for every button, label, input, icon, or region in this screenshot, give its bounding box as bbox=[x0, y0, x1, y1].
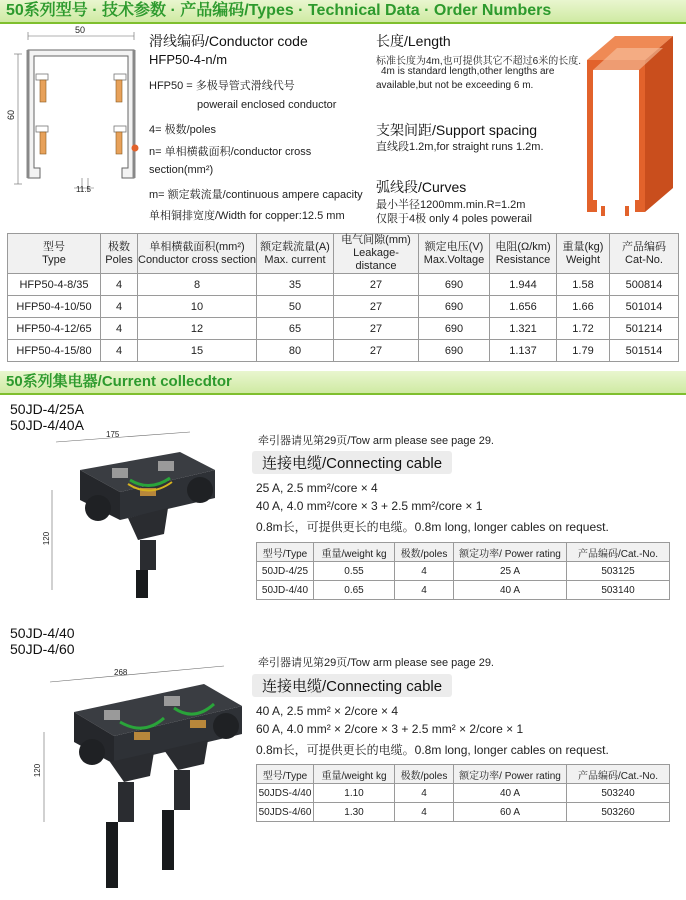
collector1-model-2: 50JD-4/40A bbox=[10, 417, 84, 433]
spec-header-cell: 电气间隙(mm) Leakage-distance bbox=[334, 234, 419, 274]
table-cell: 4 bbox=[395, 784, 454, 803]
table-cell: 50JD-4/25 bbox=[257, 562, 314, 581]
table-cell: 501214 bbox=[610, 318, 679, 340]
table-cell: 0.65 bbox=[314, 581, 395, 600]
table-cell: 500814 bbox=[610, 274, 679, 296]
table-header-cell: 极数/poles bbox=[395, 543, 454, 562]
table-cell: 1.10 bbox=[314, 784, 395, 803]
table-cell: 4 bbox=[101, 296, 138, 318]
table-row bbox=[8, 318, 679, 340]
table-cell: 0.55 bbox=[314, 562, 395, 581]
spec-header-cell: 电阻(Ω/km) Resistance bbox=[490, 234, 557, 274]
spec-header-cell: 单相横截面积(mm²) Conductor cross section bbox=[138, 234, 257, 274]
table-cell: HFP50-4-15/80 bbox=[8, 340, 101, 362]
table-cell: 10 bbox=[138, 296, 257, 318]
collector2-model-2: 50JD-4/60 bbox=[10, 641, 75, 657]
profile-drawing bbox=[4, 25, 144, 198]
length-title: 长度/Length bbox=[376, 33, 451, 49]
table-cell: 4 bbox=[395, 562, 454, 581]
table-cell: HFP50-4-8/35 bbox=[8, 274, 101, 296]
code-line-2: powerail enclosed conductor bbox=[197, 99, 337, 111]
code-line-4: n= 单相横截面积/conductor cross bbox=[149, 146, 312, 158]
table-cell: 50JDS-4/60 bbox=[257, 803, 314, 822]
collector2-table bbox=[256, 764, 670, 822]
table-cell: 1.137 bbox=[490, 340, 557, 362]
table-cell: 1.58 bbox=[557, 274, 610, 296]
table-cell: 501514 bbox=[610, 340, 679, 362]
table-cell: 8 bbox=[138, 274, 257, 296]
collector1-line-3: 0.8m长，可提供更长的电缆。0.8m long, longer cables on request. bbox=[256, 520, 609, 534]
table-row bbox=[8, 340, 679, 362]
table-cell: 27 bbox=[334, 274, 419, 296]
dim-width: 50 bbox=[75, 25, 86, 35]
table-cell: 503240 bbox=[567, 784, 670, 803]
table-cell: 1.30 bbox=[314, 803, 395, 822]
curves-line-1: 最小半径1200mm.min.R=1.2m bbox=[376, 199, 526, 211]
table-header-cell: 重量/weight kg bbox=[314, 765, 395, 784]
code-line-3: 4= 极数/poles bbox=[149, 124, 216, 136]
table-header-cell: 额定功率/ Power rating bbox=[454, 765, 567, 784]
table-cell: 35 bbox=[257, 274, 334, 296]
spec-header-cell: 产品编码 Cat-No. bbox=[610, 234, 679, 274]
spec-header-cell: 型号 Type bbox=[8, 234, 101, 274]
table-cell: 1.66 bbox=[557, 296, 610, 318]
collector2-cable-title: 连接电缆/Connecting cable bbox=[252, 674, 452, 697]
collector2-dim-h: 120 bbox=[33, 763, 43, 778]
code-line-5: section(mm²) bbox=[149, 164, 214, 176]
table-cell: 503125 bbox=[567, 562, 670, 581]
dim-height: 60 bbox=[6, 109, 17, 121]
collector1-dim-w: 175 bbox=[106, 430, 120, 439]
table-cell: 60 A bbox=[454, 803, 567, 822]
collector2-line-2: 60 A, 4.0 mm² × 2/core × 3 + 2.5 mm² × 2/core × 1 bbox=[256, 722, 524, 736]
collector1-header-row bbox=[257, 543, 670, 562]
collector1-tow-note: 牵引器请见第29页/Tow arm please see page 29. bbox=[258, 435, 494, 447]
table-cell: 25 A bbox=[454, 562, 567, 581]
collector-section-title: 50系列集电器/Current collecdtor bbox=[6, 373, 232, 390]
table-cell: 1.321 bbox=[490, 318, 557, 340]
table-cell: 12 bbox=[138, 318, 257, 340]
table-cell: 4 bbox=[101, 274, 138, 296]
page-title: 50系列型号 · 技术参数 · 产品编码/Types · Technical Data · Order Numbers bbox=[6, 2, 552, 19]
table-cell: 4 bbox=[101, 340, 138, 362]
header-band bbox=[0, 0, 686, 24]
dim-copper: 11.5 bbox=[76, 185, 91, 194]
table-cell: 15 bbox=[138, 340, 257, 362]
table-cell: 4 bbox=[395, 581, 454, 600]
collector2-model-1: 50JD-4/40 bbox=[10, 625, 75, 641]
table-header-cell: 产品编码/Cat.-No. bbox=[567, 543, 670, 562]
table-row bbox=[257, 562, 670, 581]
table-cell: 4 bbox=[101, 318, 138, 340]
table-cell: 690 bbox=[419, 318, 490, 340]
support-line: 直线段1.2m,for straight runs 1.2m. bbox=[376, 141, 544, 153]
table-row bbox=[8, 274, 679, 296]
collector2-line-1: 40 A, 2.5 mm² × 2/core × 4 bbox=[256, 704, 399, 718]
table-cell: 690 bbox=[419, 274, 490, 296]
spec-header-cell: 极数 Poles bbox=[101, 234, 138, 274]
collector2-line-3: 0.8m长，可提供更长的电缆。0.8m long, longer cables on request. bbox=[256, 743, 609, 757]
conductor-code-title: 滑线编码/Conductor code bbox=[149, 33, 308, 49]
curves-line-2: 仅限于4极 only 4 poles powerail bbox=[376, 213, 532, 225]
code-line-1: HFP50 = 多极导管式滑线代号 bbox=[149, 80, 295, 92]
code-line-7: 单相铜排宽度/Width for copper:12.5 mm bbox=[149, 210, 345, 222]
table-cell: 690 bbox=[419, 296, 490, 318]
table-cell: 1.79 bbox=[557, 340, 610, 362]
table-cell: 40 A bbox=[454, 784, 567, 803]
table-cell: 50 bbox=[257, 296, 334, 318]
collector2-header-row bbox=[257, 765, 670, 784]
table-cell: 27 bbox=[334, 296, 419, 318]
code-line-6: m= 额定载流量/continuous ampere capacity bbox=[149, 189, 363, 201]
table-cell: 40 A bbox=[454, 581, 567, 600]
length-line-2: 4m is standard length,other lengths are bbox=[381, 66, 555, 77]
collector1-line-1: 25 A, 2.5 mm²/core × 4 bbox=[256, 481, 378, 495]
table-cell: 503140 bbox=[567, 581, 670, 600]
collector1-cable-title: 连接电缆/Connecting cable bbox=[252, 451, 452, 474]
collector2-dim-w: 268 bbox=[114, 668, 128, 677]
table-cell: 50JD-4/40 bbox=[257, 581, 314, 600]
table-cell: 1.72 bbox=[557, 318, 610, 340]
spec-header-cell: 额定载流量(A) Max. current bbox=[257, 234, 334, 274]
table-header-cell: 型号/Type bbox=[257, 543, 314, 562]
table-header-cell: 型号/Type bbox=[257, 765, 314, 784]
collector1-table bbox=[256, 542, 670, 600]
table-header-cell: 重量/weight kg bbox=[314, 543, 395, 562]
spec-header-cell: 额定电压(V) Max.Voltage bbox=[419, 234, 490, 274]
collector1-dim-h: 120 bbox=[42, 531, 52, 546]
table-header-cell: 额定功率/ Power rating bbox=[454, 543, 567, 562]
table-cell: 1.656 bbox=[490, 296, 557, 318]
rail-image bbox=[565, 30, 680, 220]
collector1-line-2: 40 A, 4.0 mm²/core × 3 + 2.5 mm²/core × 1 bbox=[256, 499, 483, 513]
length-line-3: available,but not be exceeding 6 m. bbox=[376, 80, 534, 91]
table-cell: 690 bbox=[419, 340, 490, 362]
table-cell: 503260 bbox=[567, 803, 670, 822]
table-row bbox=[257, 581, 670, 600]
table-cell: 27 bbox=[334, 318, 419, 340]
spec-header-cell: 重量(kg) Weight bbox=[557, 234, 610, 274]
collector1-image bbox=[40, 430, 240, 600]
collector2-tow-note: 牵引器请见第29页/Tow arm please see page 29. bbox=[258, 657, 494, 669]
conductor-code-value: HFP50-4-n/m bbox=[149, 52, 228, 67]
length-line-1: 标准长度为4m,也可提供其它不超过6米的长度. bbox=[376, 56, 582, 67]
table-cell: HFP50-4-12/65 bbox=[8, 318, 101, 340]
table-row bbox=[8, 296, 679, 318]
collector1-model-1: 50JD-4/25A bbox=[10, 401, 84, 417]
spec-table bbox=[7, 233, 679, 362]
table-cell: HFP50-4-10/50 bbox=[8, 296, 101, 318]
table-header-cell: 极数/poles bbox=[395, 765, 454, 784]
collector-band bbox=[0, 371, 686, 395]
table-header-cell: 产品编码/Cat.-No. bbox=[567, 765, 670, 784]
table-cell: 50JDS-4/40 bbox=[257, 784, 314, 803]
table-cell: 27 bbox=[334, 340, 419, 362]
table-cell: 4 bbox=[395, 803, 454, 822]
table-row bbox=[257, 803, 670, 822]
table-cell: 65 bbox=[257, 318, 334, 340]
table-row bbox=[257, 784, 670, 803]
spec-header-row bbox=[8, 234, 679, 274]
curves-title: 弧线段/Curves bbox=[376, 179, 467, 195]
collector2-image bbox=[14, 662, 250, 894]
table-cell: 501014 bbox=[610, 296, 679, 318]
table-cell: 1.944 bbox=[490, 274, 557, 296]
support-title: 支架间距/Support spacing bbox=[376, 122, 538, 138]
table-cell: 80 bbox=[257, 340, 334, 362]
